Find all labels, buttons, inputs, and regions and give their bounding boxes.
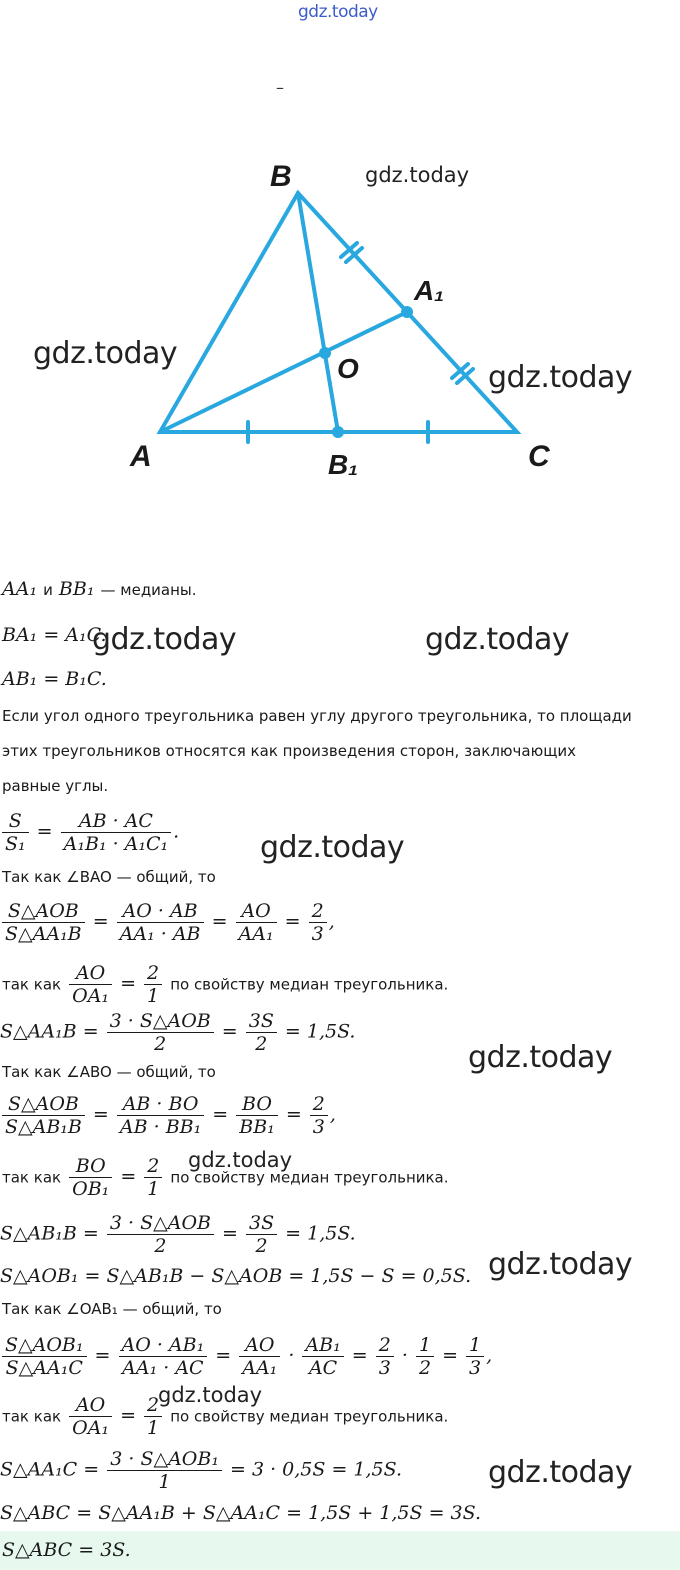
point-b1 (332, 426, 344, 438)
formula-ratio-aob1-aa1c: $\frac{\text{S△AOB₁}}{\text{S△AA₁C}}$ = $\frac{\text{AO · AB₁}}{\text{AA₁ · AC}}$ = $\frac{AO}{\text{AA₁}}$ · $\frac{\text{AB₁}}{AC}$ = $\frac{2}{3}$ · $\frac{1}{2}$ = $\frac{1}{3}$ , (0, 1334, 492, 1379)
watermark: gdz.today (488, 360, 633, 395)
equality-ba1: BA₁ = A₁C. (2, 624, 107, 646)
label-b: B (270, 160, 292, 193)
formula-s-aa1c: S△AA₁C = $\frac{\text{3 · S△AOB₁}}{1}$ = 3 · 0,5S = 1,5S. (0, 1448, 402, 1493)
rule-text-3: равные углы. (2, 777, 109, 795)
equality-ab1: AB₁ = B₁C. (2, 668, 107, 690)
common-angle-abo: Так как ∠ABO — общий, то (2, 1063, 216, 1081)
triangle-abc (160, 193, 517, 432)
watermark: gdz.today (365, 163, 470, 187)
rule-text-2: этих треугольников относятся как произведения сторон, заключающих (2, 742, 576, 760)
label-b1: B₁ (328, 449, 359, 480)
common-angle-oab1: Так как ∠OAB₁ — общий, то (2, 1300, 222, 1318)
watermark: gdz.today (158, 1383, 263, 1407)
label-o: O (337, 353, 359, 384)
watermark: gdz.today (33, 336, 178, 371)
formula-area-ratio: $\frac{S}{\text{S₁}}$ = $\frac{AB \cdot AC}{\text{A₁B₁ · A₁C₁}}$ . (0, 810, 179, 855)
formula-ratio-aob-ab1b: $\frac{\text{S△AOB}}{\text{S△AB₁B}}$ = $\frac{AB \cdot BO}{\text{AB · BB₁}}$ = $\frac{BO}{\text{BB₁}}$ = $\frac{2}{3}$ , (0, 1093, 336, 1138)
site-title[interactable]: gdz.today (298, 2, 378, 22)
formula-ratio-aob-aa1b: $\frac{\text{S△AOB}}{\text{S△AA₁B}}$ = $\frac{AO \cdot AB}{\text{AA₁ · AB}}$ = $\frac{AO}{\text{AA₁}}$ = $\frac{2}{3}$ , (0, 900, 335, 945)
separator-dash: – (276, 78, 284, 97)
watermark: gdz.today (488, 1247, 633, 1282)
medians-line: AA₁ и BB₁ — медианы. (2, 578, 197, 600)
triangle-figure (0, 150, 680, 490)
median-aa1 (160, 312, 407, 432)
watermark: gdz.today (425, 622, 570, 657)
formula-s-ab1b: S△AB₁B = $\frac{\text{3 · S△AOB}}{2}$ = $\frac{3S}{2}$ = 1,5S. (0, 1212, 356, 1257)
label-a1: A₁ (414, 275, 445, 306)
watermark: gdz.today (92, 622, 237, 657)
median-property-2: так как $\frac{BO}{\text{OB₁}}$ = $\frac{2}{1}$ по свойству медиан треугольника. (2, 1155, 449, 1200)
watermark: gdz.today (260, 830, 405, 865)
answer-text: S△ABC = 3S. (2, 1539, 131, 1561)
rule-text-1: Если угол одного треугольника равен углу другого треугольника, то площади (2, 707, 632, 725)
answer-box (0, 1531, 680, 1570)
watermark: gdz.today (188, 1148, 293, 1172)
formula-s-aob1: S△AOB₁ = S△AB₁B − S△AOB = 1,5S − S = 0,5S. (0, 1265, 472, 1287)
watermark: gdz.today (488, 1455, 633, 1490)
label-a: A (130, 440, 152, 473)
median-property-3: так как $\frac{AO}{\text{OA₁}}$ = $\frac{2}{1}$ по свойству медиан треугольника. (2, 1394, 449, 1439)
median-property-1: так как $\frac{AO}{\text{OA₁}}$ = $\frac{2}{1}$ по свойству медиан треугольника. (2, 962, 449, 1007)
formula-s-abc: S△ABC = S△AA₁B + S△AA₁C = 1,5S + 1,5S = 3S. (0, 1502, 482, 1524)
watermark: gdz.today (468, 1040, 613, 1075)
point-a1 (401, 306, 413, 318)
formula-s-aa1b: S△AA₁B = $\frac{\text{3 · S△AOB}}{2}$ = $\frac{3S}{2}$ = 1,5S. (0, 1010, 356, 1055)
common-angle-bao: Так как ∠BAO — общий, то (2, 868, 216, 886)
label-c: C (528, 440, 550, 473)
point-o (319, 347, 331, 359)
